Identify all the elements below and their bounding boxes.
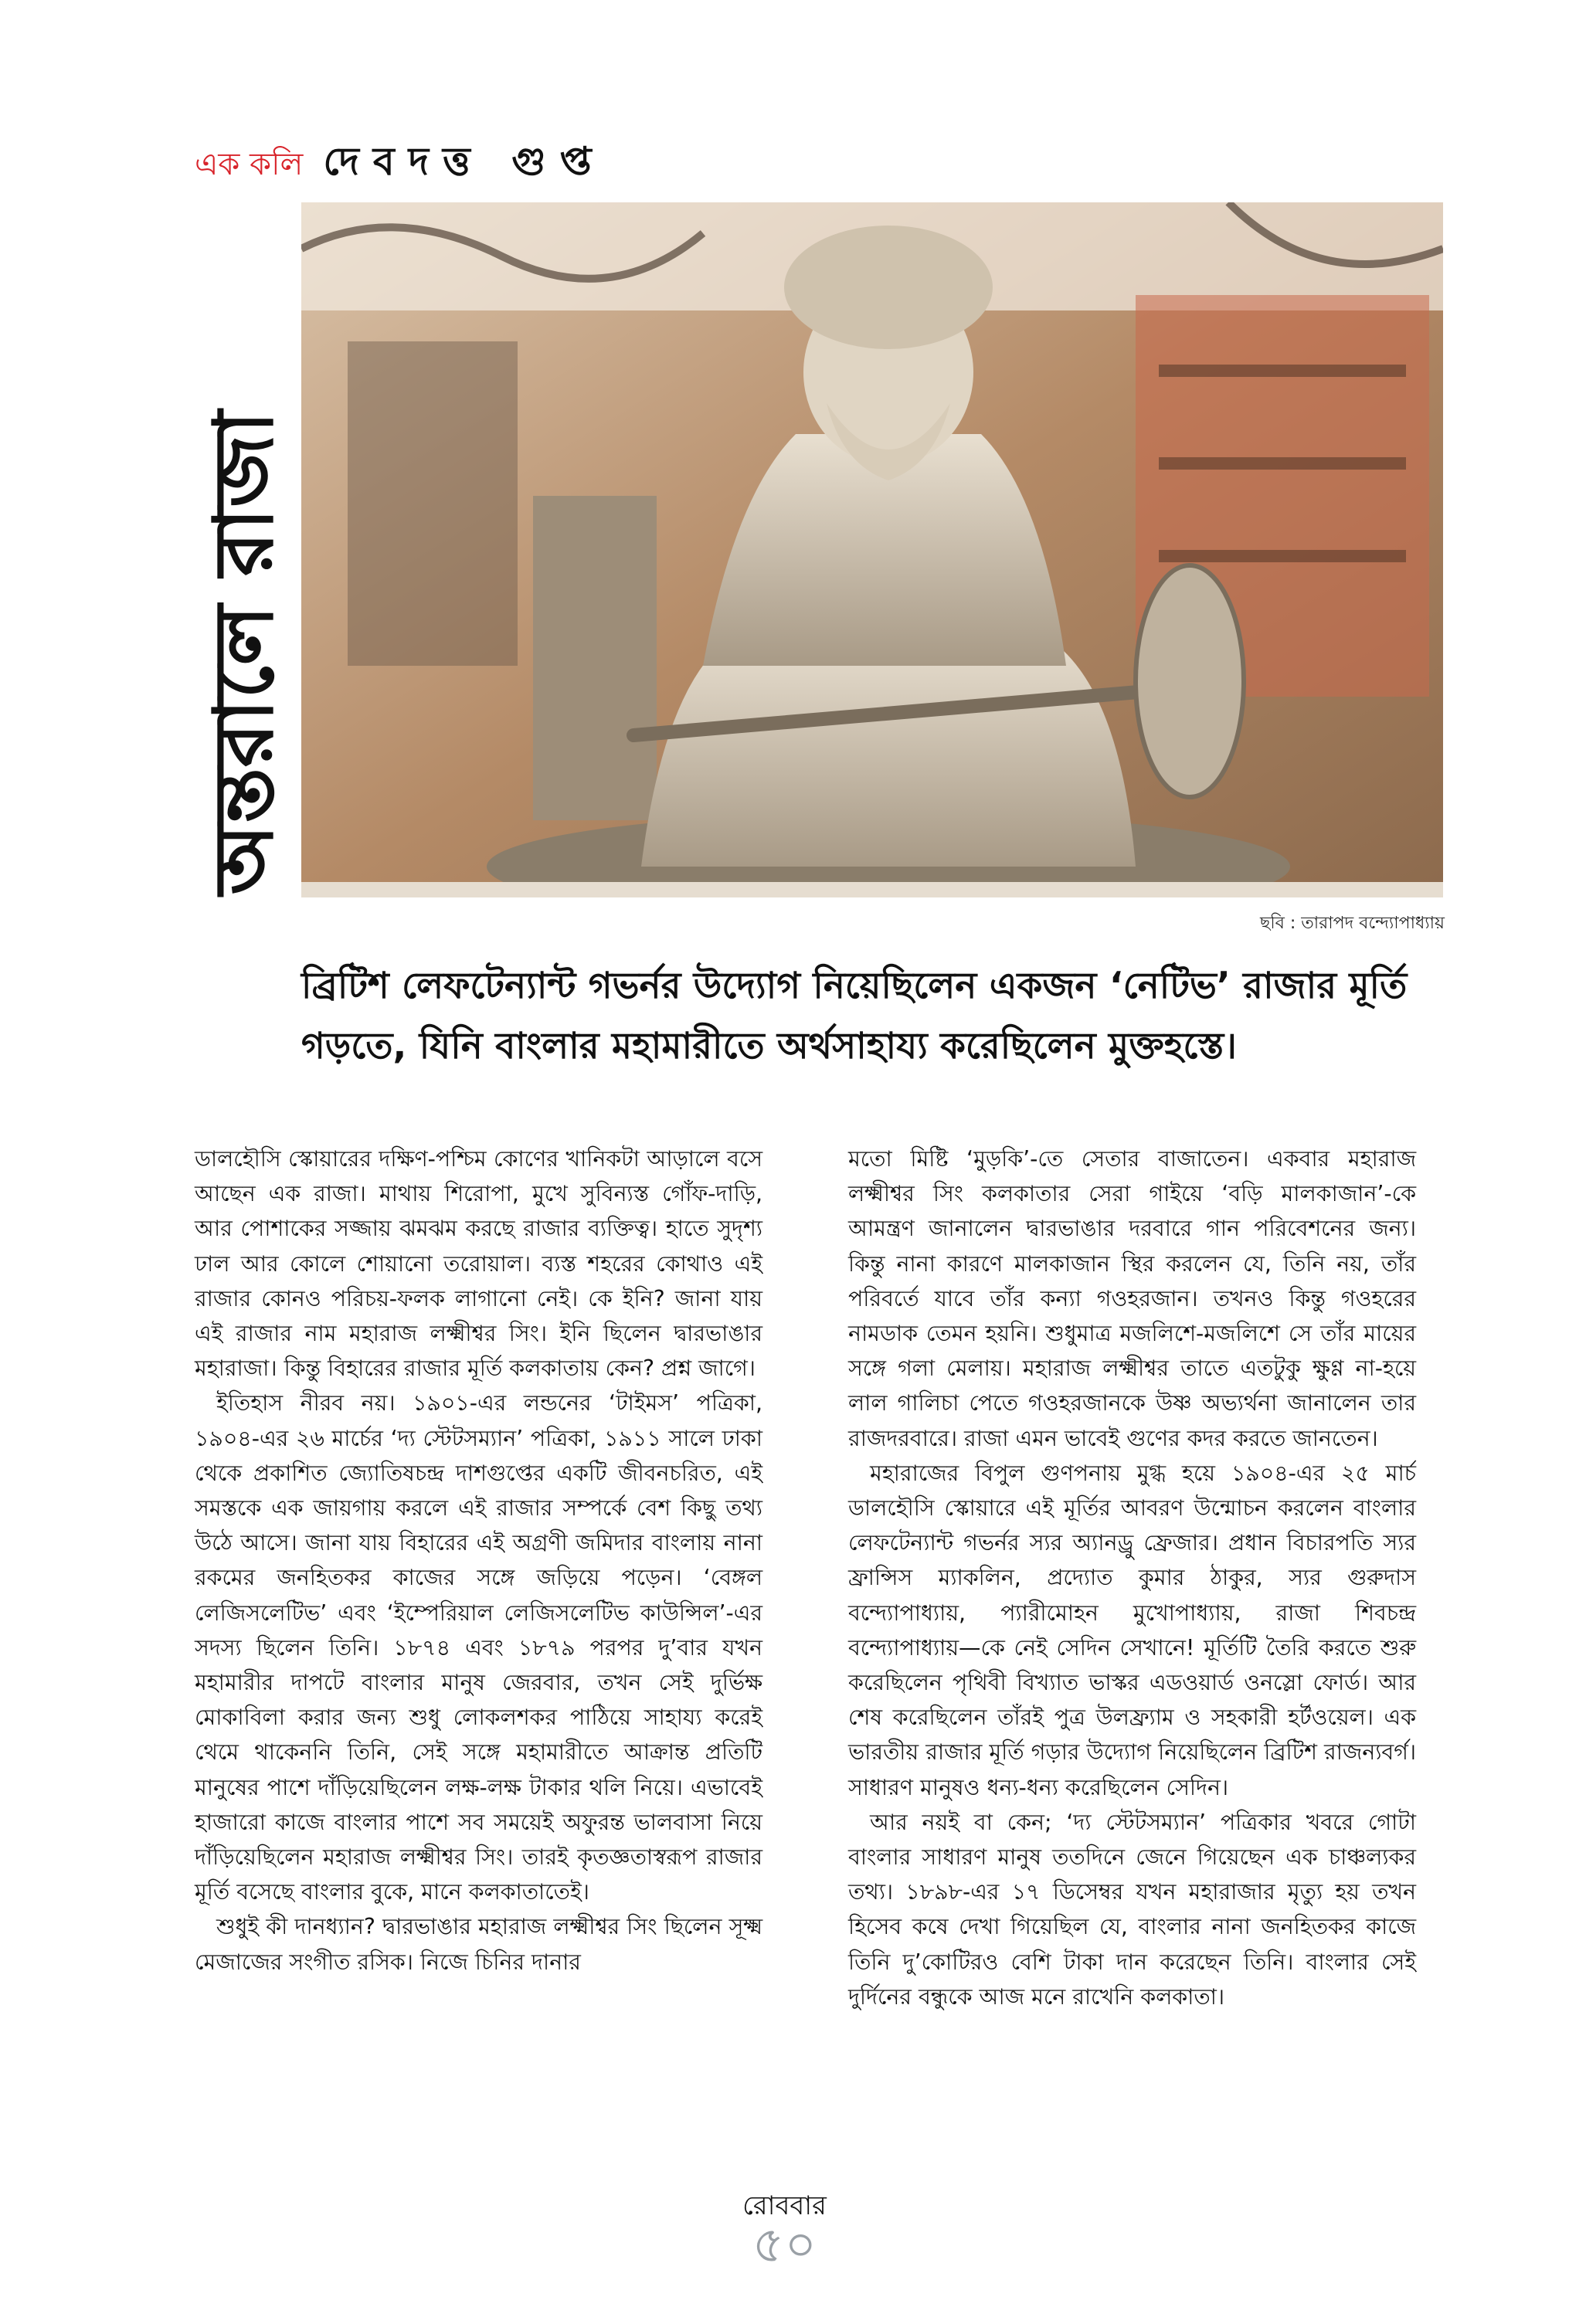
photo-credit: ছবি : তারাপদ বন্দ্যোপাধ্যায় [1260,914,1445,933]
statue-photo-icon [301,202,1443,897]
paragraph: ইতিহাস নীরব নয়। ১৯০১-এর লন্ডনের ‘টাইমস’ পত্রিকা, ১৯০৪-এর ২৬ মার্চের ‘দ্য স্টেটসম্যান’ পত্রিকা, ১৯১১ সালে ঢাকা থেকে প্রকাশিত জ্যোতিষচন্দ্র দাশগুপ্তের একটি জীবনচরিত, এই সমস্তকে এক জায়গায় করলে এই রাজার সম্পর্কে বেশ কিছু তথ্য উঠে আসে। জানা যায় বিহারের এই অগ্রণী জমিদার বাংলায় নানা রকমের জনহিতকর কাজের সঙ্গে জড়িয়ে পড়েন। ‘বেঙ্গল লেজিসলেটিভ’ এবং ‘ইম্পেরিয়াল লেজিসলেটিভ কাউন্সিল’-এর সদস্য ছিলেন তিনি। ১৮৭৪ এবং ১৮৭৯ পরপর দু’বার যখন মহামারীর দাপটে বাংলার মানুষ জেরবার, তখন সেই দুর্ভিক্ষ মোকাবিলা করার জন্য শুধু লোকলশকর পাঠিয়ে সাহায্য করেই থেমে থাকেননি তিনি, সেই সঙ্গে মহামারীতে আক্রান্ত প্রতিটি মানুষের পাশে দাঁড়িয়েছিলেন লক্ষ-লক্ষ টাকার থলি নিয়ে। এভাবেই হাজারো কাজে বাংলার পাশে সব সময়েই অফুরন্ত ভালবাসা নিয়ে দাঁড়িয়েছিলেন মহারাজ লক্ষ্মীশ্বর সিং। তারই কৃতজ্ঞতাস্বরূপ রাজার মূর্তি বসেছে বাংলার বুকে, মানে কলকাতাতেই। [195,1390,762,1905]
statue-photo [301,202,1443,897]
column-name: এক কলি [195,147,304,182]
page-number: ৫০ [752,2217,817,2274]
standfirst: ব্রিটিশ লেফটেন্যান্ট গভর্নর উদ্যোগ নিয়েছিলেন একজন ‘নেটিভ’ রাজার মূর্তি গড়তে, যিনি বাংলার মহামারীতে অর্থসাহায্য করেছিলেন মুক্তহস্তে। [301,965,1408,1067]
article-title [196,410,295,895]
body-column-right [848,1142,1416,2014]
paragraph: আর নয়ই বা কেন; ‘দ্য স্টেটসম্যান’ পত্রিকার খবরে গোটা বাংলার সাধারণ মানুষ ততদিনে জেনে গিয়েছেন এক চাঞ্চল্যকর তথ্য। ১৮৯৮-এর ১৭ ডিসেম্বর যখন মহারাজার মৃত্যু হয় তখন হিসেব কষে দেখা গিয়েছিল যে, বাংলার নানা জনহিতকর কাজে তিনি দু’কোটিরও বেশি টাকা দান করেছেন তিনি। বাংলার সেই দুর্দিনের বন্ধুকে আজ মনে রাখেনি কলকাতা। [848,1809,1416,2010]
paragraph: ডালহৌসি স্কোয়ারের দক্ষিণ-পশ্চিম কোণের খানিকটা আড়ালে বসে আছেন এক রাজা। মাথায় শিরোপা, মুখে সুবিন্যস্ত গোঁফ-দাড়ি, আর পোশাকের সজ্জায় ঝমঝম করছে রাজার ব্যক্তিত্ব। হাতে সুদৃশ্য ঢাল আর কোলে শোয়ানো তরোয়াল। ব্যস্ত শহরের কোথাও এই রাজার কোনও পরিচয়-ফলক লাগানো নেই। কে ইনি? জানা যায় এই রাজার নাম মহারাজ লক্ষ্মীশ্বর সিং। ইনি ছিলেন দ্বারভাঙার মহারাজা। কিন্তু বিহারের রাজার মূর্তি কলকাতায় কেন? প্রশ্ন জাগে। [195,1146,762,1382]
paragraph: মহারাজের বিপুল গুণপনায় মুগ্ধ হয়ে ১৯০৪-এর ২৫ মার্চ ডালহৌসি স্কোয়ারে এই মূর্তির আবরণ উন্মোচন করলেন বাংলার লেফটেন্যান্ট গভর্নর স্যর অ্যানড্রু ফ্রেজার। প্রধান বিচারপতি স্যর ফ্রান্সিস ম্যাকলিন, প্রদ্যোত কুমার ঠাকুর, স্যর গুরুদাস বন্দ্যোপাধ্যায়, প্যারীমোহন মুখোপাধ্যায়, রাজা শিবচন্দ্র বন্দ্যোপাধ্যায়—কে নেই সেদিন সেখানে! মূর্তিটি তৈরি করতে শুরু করেছিলেন পৃথিবী বিখ্যাত ভাস্কর এডওয়ার্ড ওনস্লো ফোর্ড। আর শেষ করেছিলেন তাঁরই পুত্র উলফ্র্যাম ও সহকারী হর্টওয়েল। এক ভারতীয় রাজার মূর্তি গড়ার উদ্যোগ নিয়েছিলেন ব্রিটিশ রাজন্যবর্গ। সাধারণ মানুষও ধন্য-ধন্য করেছিলেন সেদিন। [848,1460,1416,1800]
magazine-name: রোববার [742,2190,827,2221]
author-name: দেবদত্ত গুপ্ত [323,139,606,184]
paragraph: শুধুই কী দানধ্যান? দ্বারভাঙার মহারাজ লক্ষ্মীশ্বর সিং ছিলেন সূক্ষ্ম মেজাজের সংগীত রসিক। নিজে চিনির দানার [195,1914,762,1975]
body-column-left [195,1142,762,1980]
title-text: অন্তরালে রাজা [196,410,291,895]
header-kicker [195,133,606,187]
paragraph: মতো মিষ্টি ‘মুড়কি’-তে সেতার বাজাতেন। একবার মহারাজ লক্ষ্মীশ্বর সিং কলকাতার সেরা গাইয়ে ‘বড়ি মালকাজান’-কে আমন্ত্রণ জানালেন দ্বারভাঙার দরবারে গান পরিবেশনের জন্য। কিন্তু নানা কারণে মালকাজান স্থির করলেন যে, তিনি নয়, তাঁর পরিবর্তে যাবে তাঁর কন্যা গওহরজান। তখনও কিন্তু গওহরের নামডাক তেমন হয়নি। শুধুমাত্র মজলিশে-মজলিশে সে তাঁর মায়ের সঙ্গে গলা মেলায়। মহারাজ লক্ষ্মীশ্বর তাতে এতটুকু ক্ষুণ্ণ না-হয়ে লাল গালিচা পেতে গওহরজানকে উষ্ণ অভ্যর্থনা জানালেন তার রাজদরবারে। রাজা এমন ভাবেই গুণের কদর করতে জানতেন। [848,1146,1416,1451]
